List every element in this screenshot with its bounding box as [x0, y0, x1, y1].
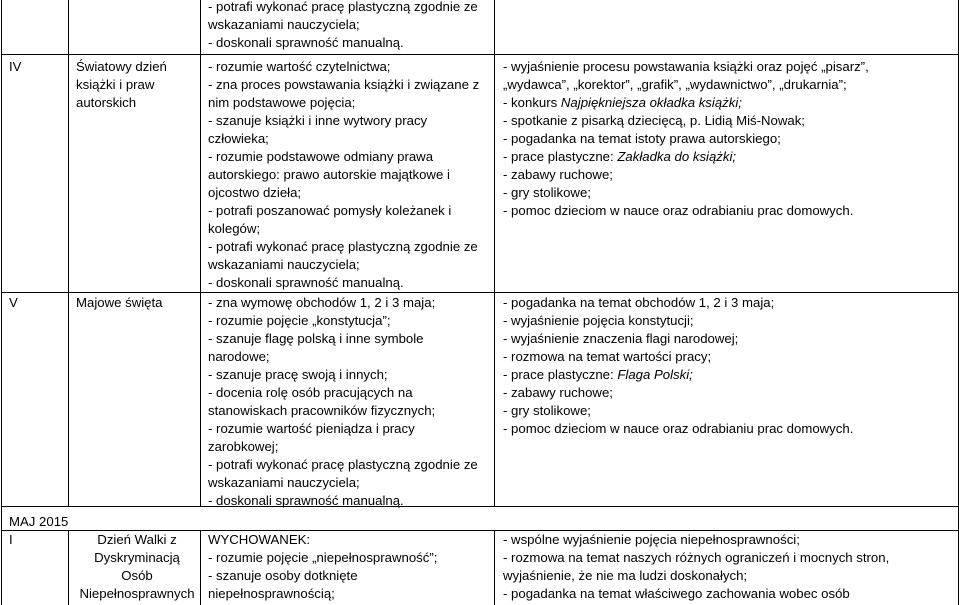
activity-line: - spotkanie z pisarką dziecięcą, p. Lidią Miś-Nowak;	[503, 113, 805, 128]
row-divider-iv	[1, 54, 959, 55]
skill-line: - zna proces powstawania książki i związane z	[208, 77, 480, 92]
topic-line: Dyskryminacją	[94, 550, 180, 565]
activity-line: - rozmowa na temat wartości pracy;	[503, 349, 712, 364]
column-divider-1	[68, 0, 69, 506]
skill-line: - docenia rolę osób pracujących na	[208, 385, 413, 400]
skill-line: człowieka;	[208, 131, 269, 146]
skill-line: - potrafi wykonać pracę plastyczną zgodnie ze	[208, 0, 478, 14]
skill-line: - rozumie pojęcie „konstytucja”;	[208, 313, 391, 328]
skill-line: - szanuje osoby dotknięte	[208, 568, 358, 583]
activity-line: „wydawca”, „korektor”, „grafik”, „wydawnictwo”, „drukarnia”;	[503, 77, 847, 92]
row-v-activities	[503, 294, 853, 438]
column-divider-3-lower	[494, 530, 495, 605]
partial-skills-cell	[208, 0, 478, 52]
skill-line: - potrafi wykonać pracę plastyczną zgodnie ze	[208, 457, 478, 472]
row-i-number: I	[9, 532, 13, 547]
column-divider-2-lower	[200, 530, 201, 605]
skill-line: - rozumie wartość pieniądza i pracy	[208, 421, 415, 436]
skill-line: - potrafi poszanować pomysły koleżanek i	[208, 203, 452, 218]
activity-line: - pomoc dzieciom w nauce oraz odrabianiu prac domowych.	[503, 421, 854, 436]
skill-line: kolegów;	[208, 221, 261, 236]
column-divider-2	[200, 0, 201, 506]
column-divider-3	[494, 0, 495, 506]
activity-line: - rozmowa na temat naszych różnych ograniczeń i mocnych stron,	[503, 550, 890, 565]
skill-line: narodowe;	[208, 349, 270, 364]
row-divider-month	[1, 506, 959, 507]
activity-line: - pogadanka na temat obchodów 1, 2 i 3 maja;	[503, 295, 775, 310]
skill-line: - szanuje pracę swoją i innych;	[208, 367, 388, 382]
table-border-left	[1, 0, 2, 605]
topic-line: Światowy dzień	[76, 59, 167, 74]
activity-line: - pogadanka na temat właściwego zachowania wobec osób	[503, 586, 850, 601]
activity-line: wyjaśnienie, że nie ma ludzi doskonałych;	[503, 568, 748, 583]
skill-line: - rozumie wartość czytelnictwa;	[208, 59, 391, 74]
skill-line: wskazaniami nauczyciela;	[208, 257, 360, 272]
topic-line: Dzień Walki z	[97, 532, 177, 547]
topic-line: Niepełnosprawnych	[79, 586, 195, 601]
activity-line: - prace plastyczne: Zakładka do książki;	[503, 149, 737, 164]
row-iv-number: IV	[9, 59, 22, 74]
skill-line: ojcostwo dzieła;	[208, 185, 302, 200]
skill-line: - rozumie podstawowe odmiany prawa	[208, 149, 434, 164]
activity-line: - pogadanka na temat istoty prawa autorskiego;	[503, 131, 781, 146]
activity-line: - wspólne wyjaśnienie pojęcia niepełnosprawności;	[503, 532, 800, 547]
skill-line: - doskonali sprawność manualną.	[208, 35, 404, 50]
skill-line: stanowiskach pracowników fizycznych;	[208, 403, 436, 418]
row-v-skills	[208, 294, 478, 510]
skill-line: niepełnosprawnością;	[208, 586, 335, 601]
topic-line: Osób	[121, 568, 153, 583]
row-iv-skills	[208, 58, 479, 292]
row-divider-v	[1, 292, 959, 293]
row-i-topic	[76, 531, 198, 603]
skill-line: wskazaniami nauczyciela;	[208, 17, 360, 32]
activity-line: - konkurs Najpiękniejsza okładka książki;	[503, 95, 742, 110]
row-iv-activities	[503, 58, 869, 220]
skill-line: - szanuje książki i inne wytwory pracy	[208, 113, 428, 128]
activity-line: - zabawy ruchowe;	[503, 385, 613, 400]
topic-line: książki i praw	[76, 77, 155, 92]
skill-line: - doskonali sprawność manualną.	[208, 275, 404, 290]
topic-line: autorskich	[76, 95, 137, 110]
activity-line: - wyjaśnienie znaczenia flagi narodowej;	[503, 331, 739, 346]
activity-line: - prace plastyczne: Flaga Polski;	[503, 367, 693, 382]
row-v-topic	[76, 294, 163, 312]
skill-line: WYCHOWANEK:	[208, 532, 311, 547]
activity-line: - gry stolikowe;	[503, 185, 591, 200]
skill-line: - rozumie pojęcie „niepełnosprawność”;	[208, 550, 438, 565]
skill-line: - szanuje flagę polską i inne symbole	[208, 331, 424, 346]
activity-line: - wyjaśnienie pojęcia konstytucji;	[503, 313, 694, 328]
skill-line: wskazaniami nauczyciela;	[208, 475, 360, 490]
skill-line: - doskonali sprawność manualną.	[208, 493, 404, 508]
row-v-number: V	[9, 295, 18, 310]
activity-line: - gry stolikowe;	[503, 403, 591, 418]
activity-line: - pomoc dzieciom w nauce oraz odrabianiu prac domowych.	[503, 203, 854, 218]
row-i-activities	[503, 531, 889, 603]
month-header: MAJ 2015	[9, 514, 69, 529]
topic-line: Majowe święta	[76, 295, 163, 310]
activity-line: - zabawy ruchowe;	[503, 167, 613, 182]
skill-line: nim podstawowe pojęcia;	[208, 95, 356, 110]
skill-line: zarobkowej;	[208, 439, 279, 454]
skill-line: autorskiego: prawo autorskie majątkowe i	[208, 167, 450, 182]
skill-line: - potrafi wykonać pracę plastyczną zgodnie ze	[208, 239, 478, 254]
row-iv-topic	[76, 58, 167, 112]
activity-line: - wyjaśnienie procesu powstawania książki oraz pojęć „pisarz”,	[503, 59, 869, 74]
skill-line: - zna wymowę obchodów 1, 2 i 3 maja;	[208, 295, 436, 310]
row-i-skills	[208, 531, 437, 603]
column-divider-1-lower	[68, 530, 69, 605]
